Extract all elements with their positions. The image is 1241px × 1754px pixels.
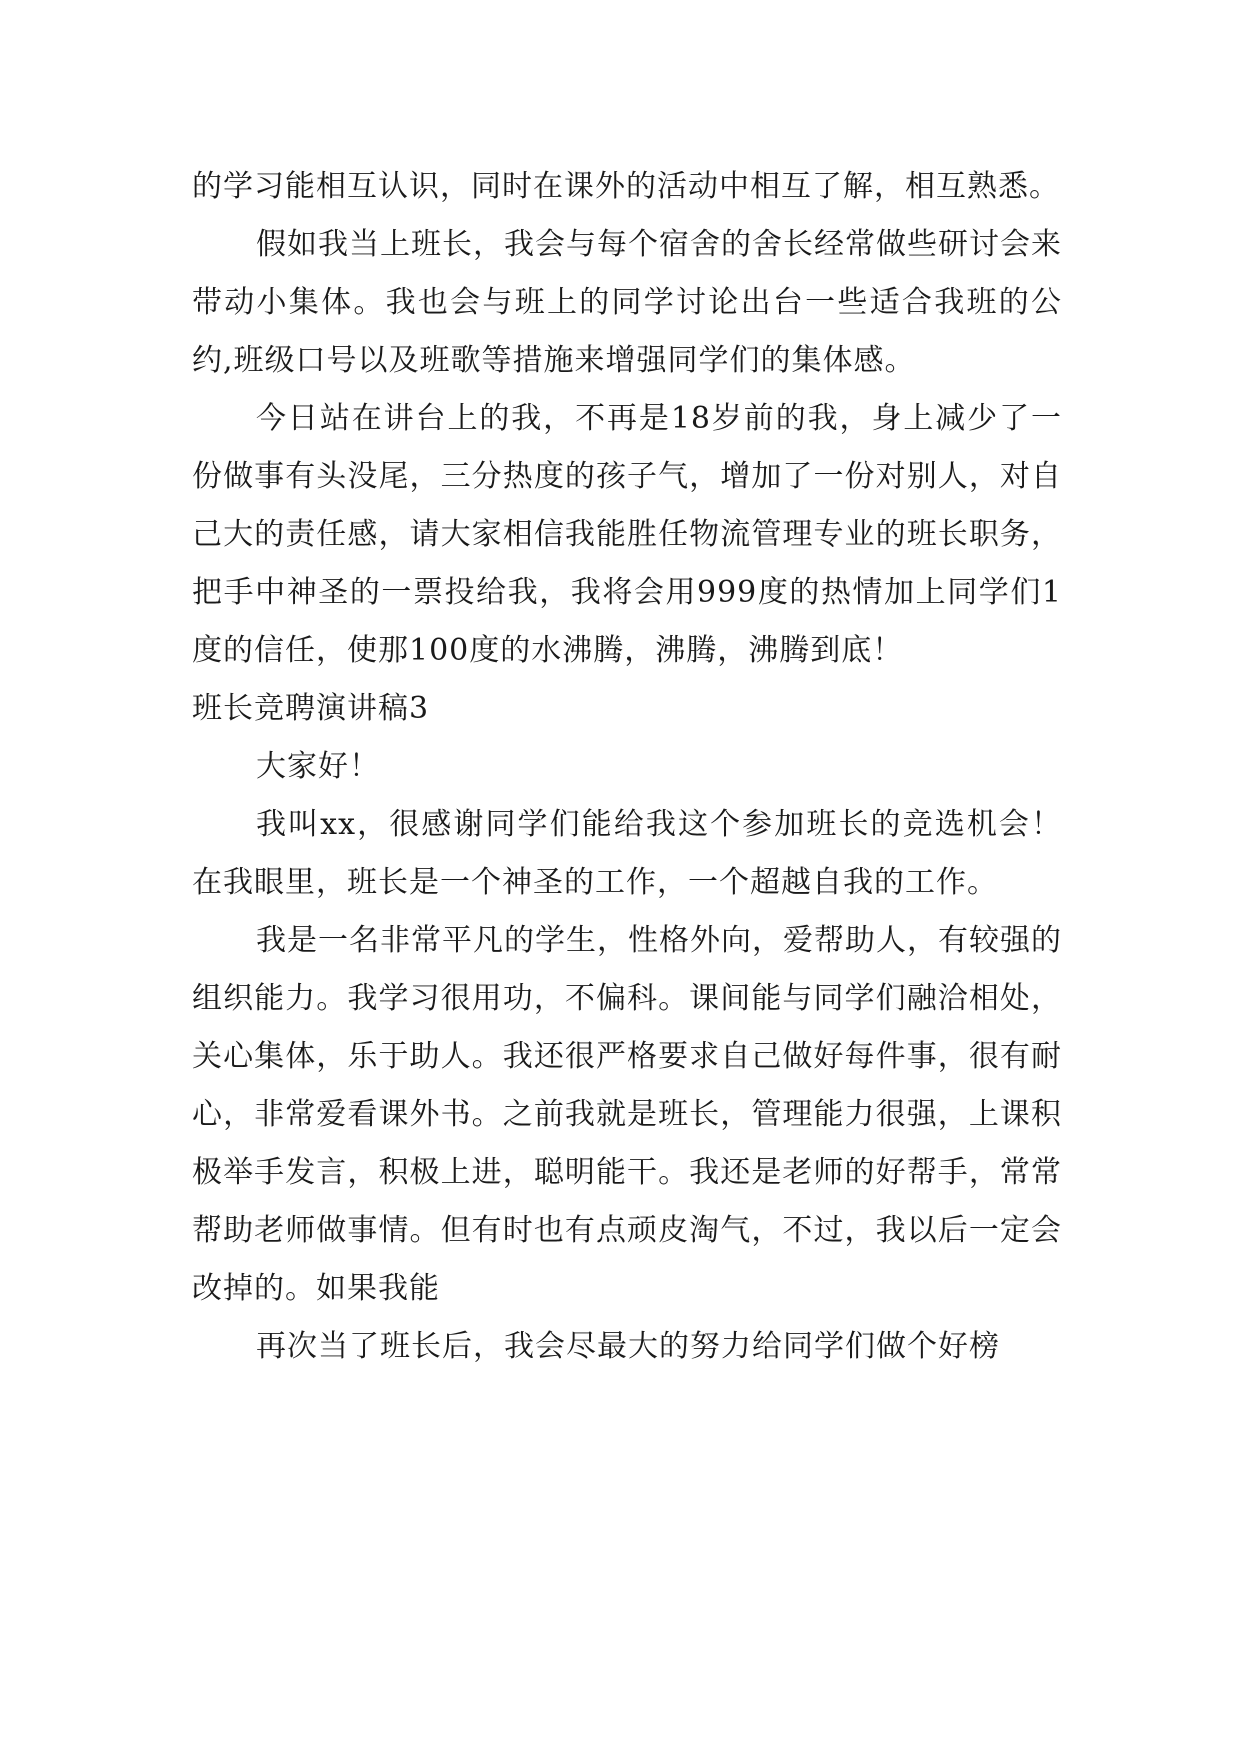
paragraph-3: 今日站在讲台上的我，不再是18岁前的我，身上减少了一份做事有头没尾，三分热度的孩子气，增加了一份对别人，对自己大的责任感，请大家相信我能胜任物流管理专业的班长职务，把手中神圣的一票投给我，我将会用999度的热情加上同学们1度的信任，使那100度的水沸腾，沸腾，沸腾到底！	[192, 401, 1062, 668]
paragraph-1: 的学习能相互认识，同时在课外的活动中相互了解，相互熟悉。	[192, 169, 1060, 204]
paragraph-6: 我是一名非常平凡的学生，性格外向，爱帮助人，有较强的组织能力。我学习很用功，不偏科。课间能与同学们融洽相处，关心集体，乐于助人。我还很严格要求自己做好每件事，很有耐心，非常爱看课外书。之前我就是班长，管理能力很强，上课积极举手发言，积极上进，聪明能干。我还是老师的好帮手，常常帮助老师做事情。但有时也有点顽皮淘气，不过，我以后一定会改掉的。如果我能	[192, 923, 1062, 1306]
paragraph-7: 再次当了班长后，我会尽最大的努力给同学们做个好榜	[256, 1329, 1000, 1364]
paragraph-5: 我叫xx，很感谢同学们能给我这个参加班长的竞选机会！在我眼里，班长是一个神圣的工作，一个超越自我的工作。	[192, 807, 1062, 900]
paragraph-2: 假如我当上班长，我会与每个宿舍的舍长经常做些研讨会来带动小集体。我也会与班上的同学讨论出台一些适合我班的公约,班级口号以及班歌等措施来增强同学们的集体感。	[192, 227, 1062, 378]
section-heading: 班长竞聘演讲稿3	[192, 691, 430, 726]
document-page	[192, 158, 1062, 1376]
paragraph-greeting: 大家好！	[256, 749, 380, 784]
